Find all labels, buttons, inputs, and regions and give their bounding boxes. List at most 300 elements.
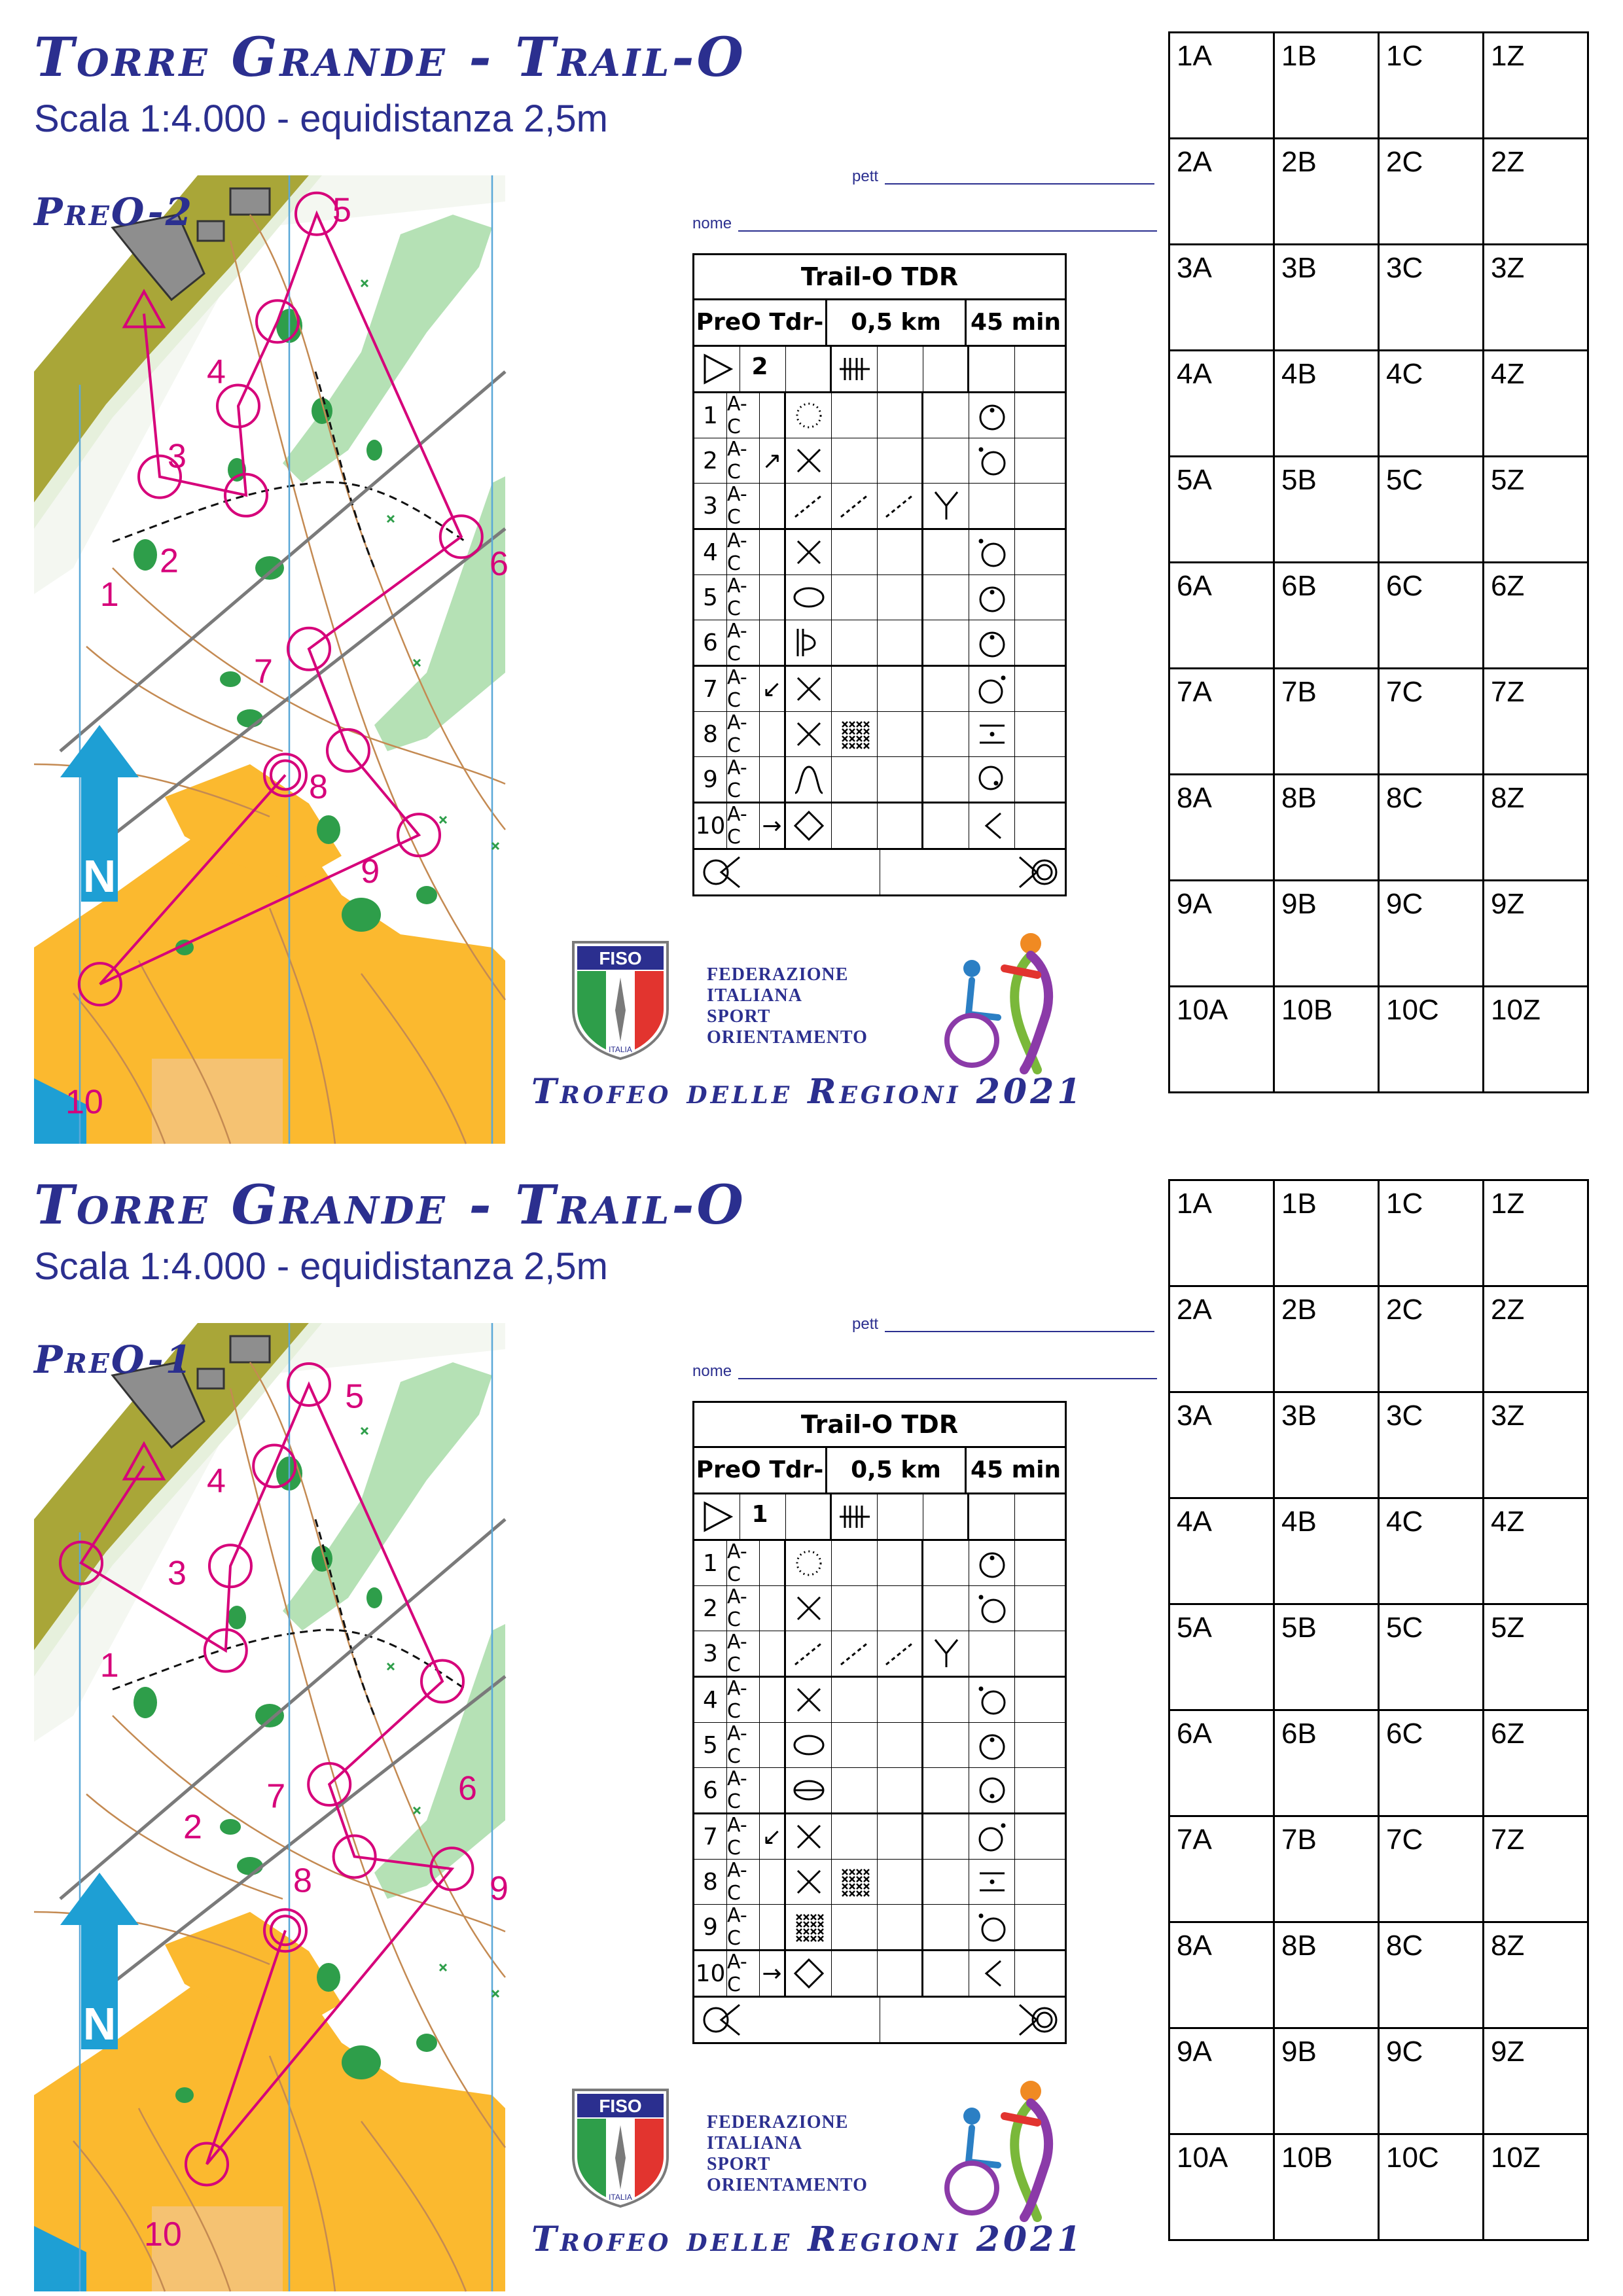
answer-cell[interactable]: 4C [1379, 1498, 1484, 1604]
answer-row [1169, 1392, 1588, 1498]
start-triangle-icon [694, 347, 740, 391]
answer-cell[interactable]: 2C [1379, 139, 1484, 245]
control-number-label: 4 [207, 1462, 226, 1500]
control-range: A-C [727, 1860, 760, 1904]
nome-field[interactable] [738, 1378, 1157, 1379]
answer-cell[interactable]: 5C [1379, 457, 1484, 563]
answer-cell[interactable]: 7Z [1484, 669, 1588, 775]
dimension-cell [923, 1860, 969, 1904]
appearance-cell [878, 804, 923, 848]
appearance-cell [878, 575, 923, 620]
location-icon [969, 667, 1015, 711]
feature-icon [832, 438, 878, 483]
nome-label: nome [692, 215, 732, 232]
control-number: 8 [694, 1860, 727, 1904]
answer-cell[interactable]: 8C [1379, 775, 1484, 881]
control-number-label: 9 [490, 1869, 508, 1908]
federation-line: FEDERAZIONE [707, 964, 849, 985]
answer-cell[interactable]: 3B [1274, 245, 1379, 351]
answer-row [1169, 2134, 1588, 2240]
answer-cell[interactable]: 2B [1274, 139, 1379, 245]
appearance-cell [878, 1541, 923, 1585]
answer-cell[interactable]: 7Z [1484, 1816, 1588, 1922]
location-icon [969, 1586, 1015, 1631]
course-name: PreO-2 [34, 190, 194, 234]
answer-row [1169, 1922, 1588, 2028]
description-header: Trail-O TDR [694, 1403, 1065, 1448]
other-cell [1015, 1586, 1065, 1631]
location-icon [969, 712, 1015, 756]
direction-icon [760, 1586, 786, 1631]
event-title: Torre Grande - Trail-O [34, 1174, 746, 1237]
federation-line: SPORT [707, 2154, 771, 2174]
feature-icon [832, 530, 878, 574]
control-range: A-C [727, 1678, 760, 1722]
appearance-cell [878, 1678, 923, 1722]
answer-cell[interactable]: 8C [1379, 1922, 1484, 2028]
answer-grid [1168, 31, 1589, 1093]
location-icon [969, 484, 1015, 528]
description-row [694, 667, 1065, 712]
appearance-cell [878, 530, 923, 574]
answer-cell[interactable]: 3C [1379, 245, 1484, 351]
answer-cell[interactable]: 5A [1169, 457, 1274, 563]
dimension-cell [923, 667, 969, 711]
answer-cell[interactable]: 4A [1169, 1498, 1274, 1604]
dimension-cell [923, 620, 969, 665]
location-icon [969, 757, 1015, 802]
svg-text:N: N [82, 1998, 116, 2049]
feature-icon [786, 1586, 832, 1631]
answer-cell[interactable]: 5C [1379, 1604, 1484, 1710]
other-cell [1015, 667, 1065, 711]
dimension-cell [923, 1723, 969, 1767]
control-number: 5 [694, 1723, 727, 1767]
federation-name [707, 2112, 868, 2196]
control-number: 6 [694, 1768, 727, 1812]
crossing-point-icon [832, 347, 878, 391]
answer-cell[interactable]: 4B [1274, 351, 1379, 457]
feature-icon [786, 1814, 832, 1859]
description-time: 45 min [970, 309, 1061, 336]
description-row [694, 1541, 1065, 1586]
other-cell [1015, 620, 1065, 665]
other-cell [1015, 1860, 1065, 1904]
answer-cell[interactable]: 4C [1379, 351, 1484, 457]
location-icon [969, 575, 1015, 620]
pett-field[interactable] [885, 1331, 1154, 1332]
other-cell [1015, 438, 1065, 483]
svg-text:ITALIA: ITALIA [609, 2193, 632, 2202]
answer-cell[interactable]: 6B [1274, 1710, 1379, 1816]
appearance-cell [878, 1768, 923, 1812]
control-number: 7 [694, 667, 727, 711]
answer-cell[interactable]: 5Z [1484, 1604, 1588, 1710]
description-course-row [694, 1448, 1065, 1528]
answer-cell[interactable]: 1A [1169, 33, 1274, 139]
control-number-label: 5 [332, 191, 351, 230]
nome-field[interactable] [738, 230, 1157, 232]
fiso-logo [568, 937, 673, 1061]
control-range: A-C [727, 1586, 760, 1631]
dimension-cell [923, 1678, 969, 1722]
answer-cell[interactable]: 8Z [1484, 775, 1588, 881]
feature-icon [786, 1768, 832, 1812]
control-number-label: 7 [254, 652, 273, 691]
description-row [694, 620, 1065, 667]
location-icon [969, 804, 1015, 848]
answer-row [1169, 881, 1588, 987]
other-cell [1015, 1768, 1065, 1812]
answer-cell[interactable]: 6A [1169, 563, 1274, 669]
answer-cell[interactable]: 7A [1169, 1816, 1274, 1922]
answer-row [1169, 139, 1588, 245]
answer-cell[interactable]: 6Z [1484, 1710, 1588, 1816]
map-scale: Scala 1:4.000 - equidistanza 2,5m [34, 97, 608, 140]
control-number-label: 6 [458, 1769, 477, 1808]
answer-cell[interactable]: 9Z [1484, 2028, 1588, 2134]
description-course: PreO Tdr-1 [694, 1448, 827, 1492]
answer-cell[interactable]: 6C [1379, 563, 1484, 669]
pett-field[interactable] [885, 183, 1154, 185]
answer-cell[interactable]: 1C [1379, 1180, 1484, 1286]
control-number: 9 [694, 757, 727, 802]
description-course: PreO Tdr-2 [694, 300, 827, 345]
answer-cell[interactable]: 7B [1274, 1816, 1379, 1922]
orienteering-map [34, 175, 508, 1144]
fiso-logo [568, 2085, 673, 2209]
appearance-cell [878, 1631, 923, 1676]
description-row [694, 1631, 1065, 1678]
description-row [694, 1768, 1065, 1814]
other-cell [1015, 1951, 1065, 1996]
answer-cell[interactable]: 6Z [1484, 563, 1588, 669]
answer-row [1169, 1180, 1588, 1286]
other-cell [1015, 484, 1065, 528]
answer-cell[interactable]: 5Z [1484, 457, 1588, 563]
answer-row [1169, 33, 1588, 139]
location-icon [969, 1951, 1015, 1996]
answer-cell[interactable]: 3B [1274, 1392, 1379, 1498]
direction-icon [760, 1723, 786, 1767]
feature-icon [832, 1723, 878, 1767]
direction-icon: → [760, 804, 786, 848]
answer-cell[interactable]: 9C [1379, 881, 1484, 987]
appearance-cell [878, 1905, 923, 1949]
finish-icon [880, 850, 1065, 894]
dimension-cell [923, 393, 969, 438]
answer-cell[interactable]: 1A [1169, 1180, 1274, 1286]
description-row [694, 757, 1065, 804]
answer-cell[interactable]: 10Z [1484, 987, 1588, 1093]
feature-icon [832, 620, 878, 665]
control-range: A-C [727, 620, 760, 665]
description-row [694, 1814, 1065, 1860]
answer-grid [1168, 1179, 1589, 2241]
feature-icon [786, 804, 832, 848]
appearance-cell [878, 667, 923, 711]
dimension-cell [923, 575, 969, 620]
answer-cell[interactable]: 2Z [1484, 139, 1588, 245]
control-number: 10 [694, 1951, 727, 1996]
control-number: 3 [694, 484, 727, 528]
trofeo-banner: Trofeo delle Regioni 2021 [531, 2219, 1084, 2259]
control-number: 10 [694, 804, 727, 848]
answer-cell[interactable]: 10C [1379, 2134, 1484, 2240]
nome-label: nome [692, 1362, 732, 1380]
dimension-cell [923, 804, 969, 848]
answer-row [1169, 1604, 1588, 1710]
orienteering-map [34, 1323, 508, 2291]
answer-cell[interactable]: 8A [1169, 775, 1274, 881]
appearance-cell [878, 1860, 923, 1904]
control-number: 3 [694, 1631, 727, 1676]
description-time: 45 min [970, 1457, 1061, 1483]
feature-icon [786, 575, 832, 620]
answer-row [1169, 1286, 1588, 1392]
control-number-label: 9 [361, 853, 380, 891]
dimension-cell [923, 1768, 969, 1812]
answer-cell[interactable]: 1B [1274, 33, 1379, 139]
feature-icon [832, 757, 878, 802]
control-number: 9 [694, 1905, 727, 1949]
finish-row [694, 848, 1065, 894]
answer-cell[interactable]: 3Z [1484, 1392, 1588, 1498]
answer-cell[interactable]: 9B [1274, 2028, 1379, 2134]
answer-cell[interactable]: 9C [1379, 2028, 1484, 2134]
answer-cell[interactable]: 4A [1169, 351, 1274, 457]
appearance-cell [878, 757, 923, 802]
other-cell [1015, 1905, 1065, 1949]
direction-icon [760, 1768, 786, 1812]
answer-cell[interactable]: 10B [1274, 2134, 1379, 2240]
control-range: A-C [727, 1723, 760, 1767]
location-icon [969, 1860, 1015, 1904]
description-length: 0,5 km [827, 1448, 967, 1492]
svg-text:FISO: FISO [599, 2096, 642, 2116]
answer-cell[interactable]: 5B [1274, 1604, 1379, 1710]
svg-text:N: N [82, 851, 116, 902]
feature-icon [786, 1951, 832, 1996]
start-row [694, 1494, 1065, 1541]
dimension-cell [923, 1814, 969, 1859]
control-number-label: 2 [160, 542, 179, 580]
answer-cell[interactable]: 5A [1169, 1604, 1274, 1710]
start-row [694, 347, 1065, 393]
answer-row [1169, 987, 1588, 1093]
answer-cell[interactable]: 1C [1379, 33, 1484, 139]
answer-cell[interactable]: 5B [1274, 457, 1379, 563]
description-row [694, 530, 1065, 575]
dimension-cell [923, 1951, 969, 1996]
para-orienteering-logo [933, 929, 1083, 1073]
description-row [694, 1586, 1065, 1631]
answer-cell[interactable]: 1B [1274, 1180, 1379, 1286]
answer-cell[interactable]: 2B [1274, 1286, 1379, 1392]
description-row [694, 393, 1065, 438]
direction-icon [760, 484, 786, 528]
finish-start-icon [694, 1998, 880, 2042]
other-cell [1015, 804, 1065, 848]
description-row [694, 484, 1065, 530]
answer-cell[interactable]: 9A [1169, 881, 1274, 987]
answer-row [1169, 775, 1588, 881]
answer-cell[interactable]: 8Z [1484, 1922, 1588, 2028]
answer-cell[interactable]: 4B [1274, 1498, 1379, 1604]
description-row [694, 1951, 1065, 1996]
answer-cell[interactable]: 9B [1274, 881, 1379, 987]
answer-cell[interactable]: 8B [1274, 775, 1379, 881]
other-cell [1015, 1814, 1065, 1859]
answer-cell[interactable]: 3A [1169, 1392, 1274, 1498]
location-icon [969, 1905, 1015, 1949]
answer-cell[interactable]: 9Z [1484, 881, 1588, 987]
appearance-cell [878, 438, 923, 483]
control-number: 6 [694, 620, 727, 665]
answer-cell[interactable]: 4Z [1484, 351, 1588, 457]
description-row [694, 1860, 1065, 1905]
control-range: A-C [727, 667, 760, 711]
location-icon [969, 1631, 1015, 1676]
control-range: A-C [727, 575, 760, 620]
location-icon [969, 1678, 1015, 1722]
description-row [694, 438, 1065, 484]
answer-cell[interactable]: 3Z [1484, 245, 1588, 351]
answer-row [1169, 245, 1588, 351]
answer-cell[interactable]: 3A [1169, 245, 1274, 351]
direction-icon: ↗ [760, 438, 786, 483]
direction-icon [760, 712, 786, 756]
answer-cell[interactable]: 10Z [1484, 2134, 1588, 2240]
control-range: A-C [727, 1951, 760, 1996]
location-icon [969, 393, 1015, 438]
description-length: 0,5 km [827, 300, 967, 345]
control-range: A-C [727, 1541, 760, 1585]
control-range: A-C [727, 712, 760, 756]
control-number-label: 1 [99, 576, 119, 614]
control-number: 4 [694, 530, 727, 574]
control-range: A-C [727, 1631, 760, 1676]
answer-cell[interactable]: 1Z [1484, 1180, 1588, 1286]
map-sheet-2 [0, 1148, 1623, 2295]
control-range: A-C [727, 393, 760, 438]
appearance-cell [878, 1586, 923, 1631]
location-icon [969, 438, 1015, 483]
control-number-label: 4 [207, 353, 226, 391]
control-range: A-C [727, 484, 760, 528]
control-number-label: 3 [168, 437, 187, 476]
answer-cell[interactable]: 2A [1169, 139, 1274, 245]
answer-cell[interactable]: 6A [1169, 1710, 1274, 1816]
direction-icon [760, 1905, 786, 1949]
answer-cell[interactable]: 8B [1274, 1922, 1379, 2028]
answer-cell[interactable]: 10A [1169, 987, 1274, 1093]
event-title: Torre Grande - Trail-O [34, 26, 746, 89]
dimension-cell [923, 757, 969, 802]
answer-row [1169, 1710, 1588, 1816]
location-icon [969, 1768, 1015, 1812]
control-range: A-C [727, 804, 760, 848]
feature-icon [832, 575, 878, 620]
answer-cell[interactable]: 10B [1274, 987, 1379, 1093]
control-number: 5 [694, 575, 727, 620]
feature-icon [786, 667, 832, 711]
appearance-cell [878, 1814, 923, 1859]
dimension-cell [923, 438, 969, 483]
answer-cell[interactable]: 6B [1274, 563, 1379, 669]
crossing-point-icon [832, 1494, 878, 1539]
direction-icon [760, 620, 786, 665]
pett-label: pett [852, 168, 879, 185]
federation-line: ITALIANA [707, 2133, 802, 2153]
control-number-label: 2 [183, 1808, 202, 1846]
feature-icon [786, 1860, 832, 1904]
answer-cell[interactable]: 7B [1274, 669, 1379, 775]
feature-icon [832, 804, 878, 848]
control-range: A-C [727, 757, 760, 802]
answer-cell[interactable]: 10C [1379, 987, 1484, 1093]
control-range: A-C [727, 1814, 760, 1859]
direction-icon [760, 575, 786, 620]
other-cell [1015, 1678, 1065, 1722]
trofeo-banner: Trofeo delle Regioni 2021 [531, 1072, 1084, 1112]
feature-icon [786, 1905, 832, 1949]
answer-cell[interactable]: 2C [1379, 1286, 1484, 1392]
direction-icon [760, 393, 786, 438]
answer-cell[interactable]: 4Z [1484, 1498, 1588, 1604]
description-row [694, 804, 1065, 848]
answer-cell[interactable]: 10A [1169, 2134, 1274, 2240]
answer-cell[interactable]: 1Z [1484, 33, 1588, 139]
other-cell [1015, 575, 1065, 620]
feature-icon [832, 712, 878, 756]
map-scale: Scala 1:4.000 - equidistanza 2,5m [34, 1245, 608, 1288]
answer-cell[interactable]: 2Z [1484, 1286, 1588, 1392]
federation-line: ITALIANA [707, 985, 802, 1006]
control-number: 1 [694, 393, 727, 438]
feature-icon [832, 667, 878, 711]
appearance-cell [878, 712, 923, 756]
direction-icon: ↙ [760, 1814, 786, 1859]
feature-icon [832, 1905, 878, 1949]
dimension-cell [923, 484, 969, 528]
feature-icon [832, 393, 878, 438]
dimension-cell [923, 1541, 969, 1585]
pett-label: pett [852, 1315, 879, 1333]
answer-cell[interactable]: 9A [1169, 2028, 1274, 2134]
control-number: 8 [694, 712, 727, 756]
answer-cell[interactable]: 8A [1169, 1922, 1274, 2028]
location-icon [969, 620, 1015, 665]
other-cell [1015, 1631, 1065, 1676]
answer-cell[interactable]: 7C [1379, 1816, 1484, 1922]
answer-cell[interactable]: 7C [1379, 669, 1484, 775]
federation-line: SPORT [707, 1006, 771, 1027]
direction-icon [760, 1631, 786, 1676]
course-name: PreO-1 [34, 1337, 194, 1382]
direction-icon [760, 1678, 786, 1722]
answer-cell[interactable]: 3C [1379, 1392, 1484, 1498]
answer-cell[interactable]: 6C [1379, 1710, 1484, 1816]
answer-cell[interactable]: 2A [1169, 1286, 1274, 1392]
feature-icon [786, 620, 832, 665]
description-header: Trail-O TDR [694, 255, 1065, 300]
feature-icon [786, 712, 832, 756]
feature-icon [832, 1768, 878, 1812]
answer-cell[interactable]: 7A [1169, 669, 1274, 775]
other-cell [1015, 530, 1065, 574]
para-orienteering-logo [933, 2077, 1083, 2221]
